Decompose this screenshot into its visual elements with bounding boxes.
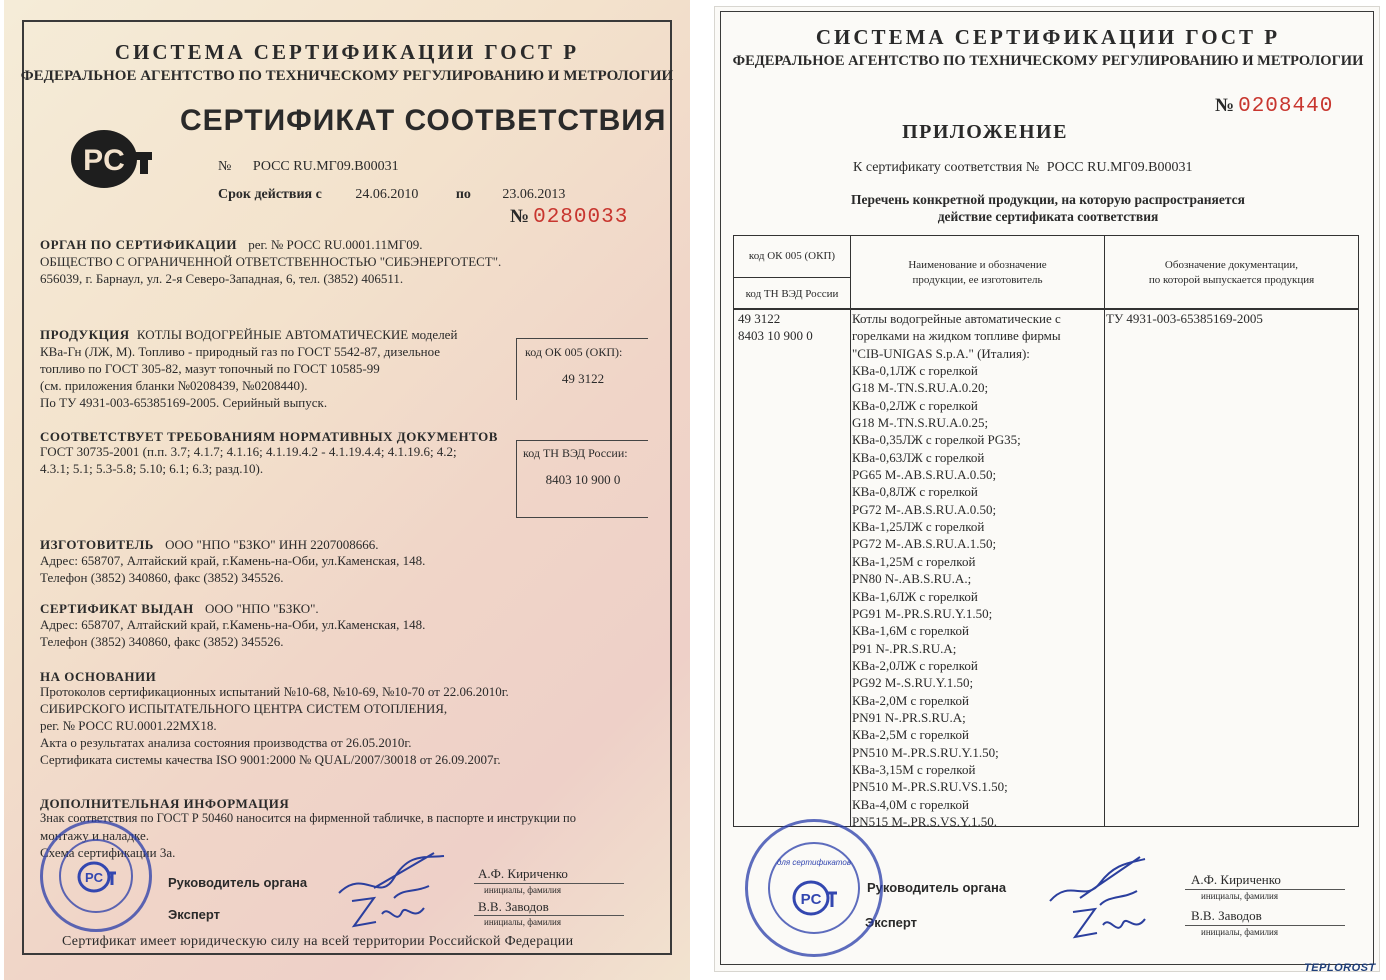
organ-reg: рег. № РОСС RU.0001.11МГ09. (248, 237, 423, 252)
valid-to: 23.06.2013 (502, 187, 566, 202)
product-line: КВа-1,25М с горелкой (852, 553, 976, 569)
product-line: КВа-0,8ЛЖ с горелкой (852, 484, 978, 500)
cert-ref-row (853, 159, 1192, 176)
okp-label: код ОК 005 (ОКП): (525, 345, 623, 359)
maker-name: ООО "НПО "БЗКО" ИНН 2207008666. (165, 537, 379, 552)
product-line: Котлы водогрейные автоматические с (852, 311, 1061, 326)
okp-value: 49 3122 (561, 371, 605, 386)
head-label: Руководитель органа (168, 875, 308, 890)
product-line: G18 M-.TN.S.RU.A.0.20; (852, 380, 989, 396)
extra-line: Схема сертификации 3а. (40, 845, 176, 860)
product-line: КВа-2,0М с горелкой (852, 692, 969, 708)
col-doc-header-line: по которой выпускается продукция (1148, 274, 1315, 286)
requirements-line: 4.3.1; 5.1; 5.3-5.8; 5.10; 6.1; 6.3; разд.10). (40, 461, 264, 476)
table-divider (1104, 236, 1105, 826)
maker-heading: ИЗГОТОВИТЕЛЬ (40, 537, 154, 552)
organ-address: 656039, г. Барнаул, ул. 2-я Северо-Западная, 6, тел. (3852) 406511. (40, 271, 404, 286)
head-label: Руководитель органа (867, 880, 1007, 895)
issued-address: Адрес: 658707, Алтайский край, г.Камень-на-Оби, ул.Каменская, 148. (40, 617, 426, 632)
blank-number-row (510, 206, 628, 229)
product-line: КВа-Гн (ЛЖ, М). Топливо - природный газ по ГОСТ 5542-87, дизельное (40, 344, 441, 359)
product-line: КОТЛЫ ВОДОГРЕЙНЫЕ АВТОМАТИЧЕСКИЕ моделей (136, 327, 458, 342)
product-line: PG72 M-.AB.S.RU.A.0.50; (852, 501, 997, 517)
list-title-line: Перечень конкретной продукции, на которую распространяется (851, 192, 1245, 207)
product-line: КВа-0,2ЛЖ с горелкой (852, 397, 978, 413)
maker-address: Адрес: 658707, Алтайский край, г.Камень-на-Оби, ул.Каменская, 148. (40, 553, 426, 568)
product-line: КВа-0,63ЛЖ с горелкой (852, 449, 985, 465)
product-line: КВа-2,0ЛЖ с горелкой (852, 657, 978, 673)
product-line: PG92 M-.S.RU.Y.1.50; (852, 675, 974, 691)
certification-stamp (40, 820, 152, 932)
issued-phone: Телефон (3852) 340860, факс (3852) 345526. (40, 634, 284, 649)
list-title-line: действие сертификата соответствия (937, 209, 1159, 224)
basis-line: рег. № РОСС RU.0001.22МХ18. (40, 718, 217, 733)
blank-number: 0280033 (533, 206, 629, 229)
product-list (852, 310, 1061, 830)
appendix-page (714, 6, 1380, 972)
organ-row (40, 236, 422, 253)
blank-label: № (1215, 95, 1235, 116)
head-sign-line (1185, 889, 1345, 890)
cert-ref: РОСС RU.МГ09.В00031 (1046, 160, 1193, 175)
product-line: PN510 M-.PR.S.RU.VS.1.50; (852, 779, 1008, 795)
product-line: PN91 N-.PR.S.RU.A; (852, 709, 966, 725)
system-title: СИСТЕМА СЕРТИФИКАЦИИ ГОСТ Р (114, 40, 580, 64)
expert-label: Эксперт (865, 915, 918, 930)
extra-line: Знак соответствия по ГОСТ Р 50460 наносится на фирменной табличке, в паспорте и инструкции по (40, 811, 576, 825)
col-doc-header-line: Обозначение документации, (1164, 259, 1299, 271)
basis-line: Протоколов сертификационных испытаний №10-68, №10-69, №10-70 от 22.06.2010г. (40, 684, 509, 699)
product-line: По ТУ 4931-003-65385169-2005. Серийный выпуск. (40, 395, 328, 410)
product-table (733, 235, 1359, 827)
product-line: PN80 N-.AB.S.RU.A.; (852, 571, 972, 587)
product-line: PG91 M-.PR.S.RU.Y.1.50; (852, 605, 993, 621)
expert-sign-line (1185, 925, 1345, 926)
product-line: топливо по ГОСТ 305-82, мазут топочный по ГОСТ 10585-99 (40, 361, 380, 376)
certificate-page (4, 0, 690, 980)
product-line: (см. приложения бланки №0208439, №0208440). (40, 378, 308, 393)
initials-caption: инициалы, фамилия (484, 885, 561, 895)
product-line: PG65 M-.AB.S.RU.A.0.50; (852, 467, 997, 483)
basis-line: СИБИРСКОГО ИСПЫТАТЕЛЬНОГО ЦЕНТРА СИСТЕМ ОТОПЛЕНИЯ, (40, 701, 448, 716)
product-line: КВа-1,6М с горелкой (852, 623, 969, 639)
certification-stamp (745, 819, 883, 957)
initials-caption: инициалы, фамилия (484, 917, 561, 927)
col-product-header (851, 258, 1104, 288)
okp-box (516, 338, 648, 400)
issued-name: ООО "НПО "БЗКО". (204, 601, 319, 616)
head-name: А.Ф. Кириченко (1191, 872, 1281, 887)
validity-label: Срок действия с (218, 187, 322, 202)
certificate-title: СЕРТИФИКАТ СООТВЕТСТВИЯ (180, 104, 667, 137)
product-line: горелками на жидком топливе фирмы (852, 328, 1061, 344)
col-tnved-header: код ТН ВЭД России (745, 288, 839, 300)
product-line: КВа-0,35ЛЖ с горелкой PG35; (852, 432, 1021, 448)
product-line: КВа-1,6ЛЖ с горелкой (852, 588, 978, 604)
product-line: КВа-0,1ЛЖ с горелкой (852, 363, 978, 379)
agency-name: ФЕДЕРАЛЬНОЕ АГЕНТСТВО ПО ТЕХНИЧЕСКОМУ РЕГУЛИРОВАНИЮ И МЕТРОЛОГИИ (20, 68, 674, 84)
initials-caption: инициалы, фамилия (1201, 891, 1278, 901)
gost-r-logo (68, 128, 154, 190)
product-line: PN515 M-.PR.S.VS.Y.1.50. (852, 813, 997, 829)
product-line: PN510 M-.PR.S.RU.Y.1.50; (852, 744, 999, 760)
extra-heading: ДОПОЛНИТЕЛЬНАЯ ИНФОРМАЦИЯ (40, 796, 290, 811)
svg-text:PC: PC (83, 144, 125, 177)
validity-row (218, 186, 565, 203)
issued-heading: СЕРТИФИКАТ ВЫДАН (40, 601, 194, 616)
basis-line: Сертификата системы качества ISO 9001:2000 № QUAL/2007/30018 от 26.09.2007г. (40, 752, 501, 767)
blank-number: 0208440 (1238, 95, 1334, 118)
product-line: "CIB-UNIGAS S.p.A." (Италия): (852, 345, 1030, 361)
expert-label: Эксперт (168, 907, 221, 922)
maker-row (40, 536, 379, 553)
reg-label: № (218, 159, 232, 174)
watermark: TEPLOROST (1304, 962, 1376, 974)
col-okp-header: код ОК 005 (ОКП) (748, 250, 836, 262)
code-tnved: 8403 10 900 0 (738, 328, 813, 343)
organ-name: ОБЩЕСТВО С ОГРАНИЧЕННОЙ ОТВЕТСТВЕННОСТЬЮ "СИБЭНЕРГОТЕСТ". (40, 254, 502, 269)
agency-name: ФЕДЕРАЛЬНОЕ АГЕНТСТВО ПО ТЕХНИЧЕСКОМУ РЕГУЛИРОВАНИЮ И МЕТРОЛОГИИ (732, 53, 1364, 69)
product-line: КВа-3,15М с горелкой (852, 761, 976, 777)
product-line: P91 N-.PR.S.RU.A; (852, 640, 957, 656)
doc-ref: ТУ 4931-003-65385169-2005 (1106, 311, 1263, 326)
requirements-line: ГОСТ 30735-2001 (п.п. 3.7; 4.1.7; 4.1.16; 4.1.19.4.2 - 4.1.19.4.4; 4.1.19.6; 4.2; (40, 444, 457, 459)
product-heading: ПРОДУКЦИЯ (40, 327, 130, 342)
expert-name: В.В. Заводов (478, 899, 549, 914)
head-name: А.Ф. Кириченко (478, 866, 568, 881)
tnved-label: код ТН ВЭД России: (523, 446, 628, 460)
product-line: G18 M-.TN.S.RU.A.0.25; (852, 415, 989, 431)
col-product-header-line: продукции, ее изготовитель (912, 274, 1043, 286)
col-doc-header (1105, 258, 1358, 288)
tnved-value: 8403 10 900 0 (545, 472, 621, 487)
code-okp: 49 3122 (738, 311, 781, 326)
col-product-header-line: Наименование и обозначение (908, 259, 1047, 271)
product-line: КВа-1,25ЛЖ с горелкой (852, 519, 985, 535)
head-sign-line (474, 883, 624, 884)
appendix-title: ПРИЛОЖЕНИЕ (902, 121, 1068, 143)
basis-heading: НА ОСНОВАНИИ (40, 669, 157, 684)
table-divider (850, 236, 851, 826)
requirements-heading: СООТВЕТСТВУЕТ ТРЕБОВАНИЯМ НОРМАТИВНЫХ ДОКУМЕНТОВ (40, 429, 498, 444)
svg-text:PC: PC (84, 870, 104, 885)
product-line: КВа-4,0М с горелкой (852, 796, 969, 812)
expert-name: В.В. Заводов (1191, 908, 1262, 923)
issued-row (40, 600, 319, 617)
organ-heading: ОРГАН ПО СЕРТИФИКАЦИИ (40, 237, 238, 252)
signature-expert (1065, 897, 1155, 952)
stamp-inner-text: для сертификатов (777, 858, 851, 867)
valid-from: 24.06.2010 (355, 187, 419, 202)
tnved-box (516, 440, 648, 518)
valid-to-label: по (455, 187, 471, 202)
list-title (715, 191, 1380, 225)
blank-label: № (510, 206, 530, 227)
svg-text:PC: PC (800, 891, 822, 908)
system-title: СИСТЕМА СЕРТИФИКАЦИИ ГОСТ Р (815, 25, 1281, 49)
cert-ref-label: К сертификату соответствия № (853, 160, 1040, 175)
product-line: КВа-2,5М с горелкой (852, 727, 969, 743)
footer-legal: Сертификат имеет юридическую силу на всей территории Российской Федерации (62, 934, 574, 949)
expert-sign-line (474, 915, 624, 916)
reg-number-row (218, 158, 399, 175)
blank-number-row (1215, 95, 1333, 118)
maker-phone: Телефон (3852) 340860, факс (3852) 345526. (40, 570, 284, 585)
initials-caption: инициалы, фамилия (1201, 927, 1278, 937)
code-header-divider (734, 277, 850, 278)
product-row (40, 326, 457, 343)
reg-number: РОСС RU.МГ09.В00031 (252, 159, 399, 174)
product-line: PG72 M-.AB.S.RU.A.1.50; (852, 536, 997, 552)
basis-line: Акта о результатах анализа состояния производства от 26.05.2010г. (40, 735, 412, 750)
extra-line: монтажу и наладке. (40, 828, 149, 843)
